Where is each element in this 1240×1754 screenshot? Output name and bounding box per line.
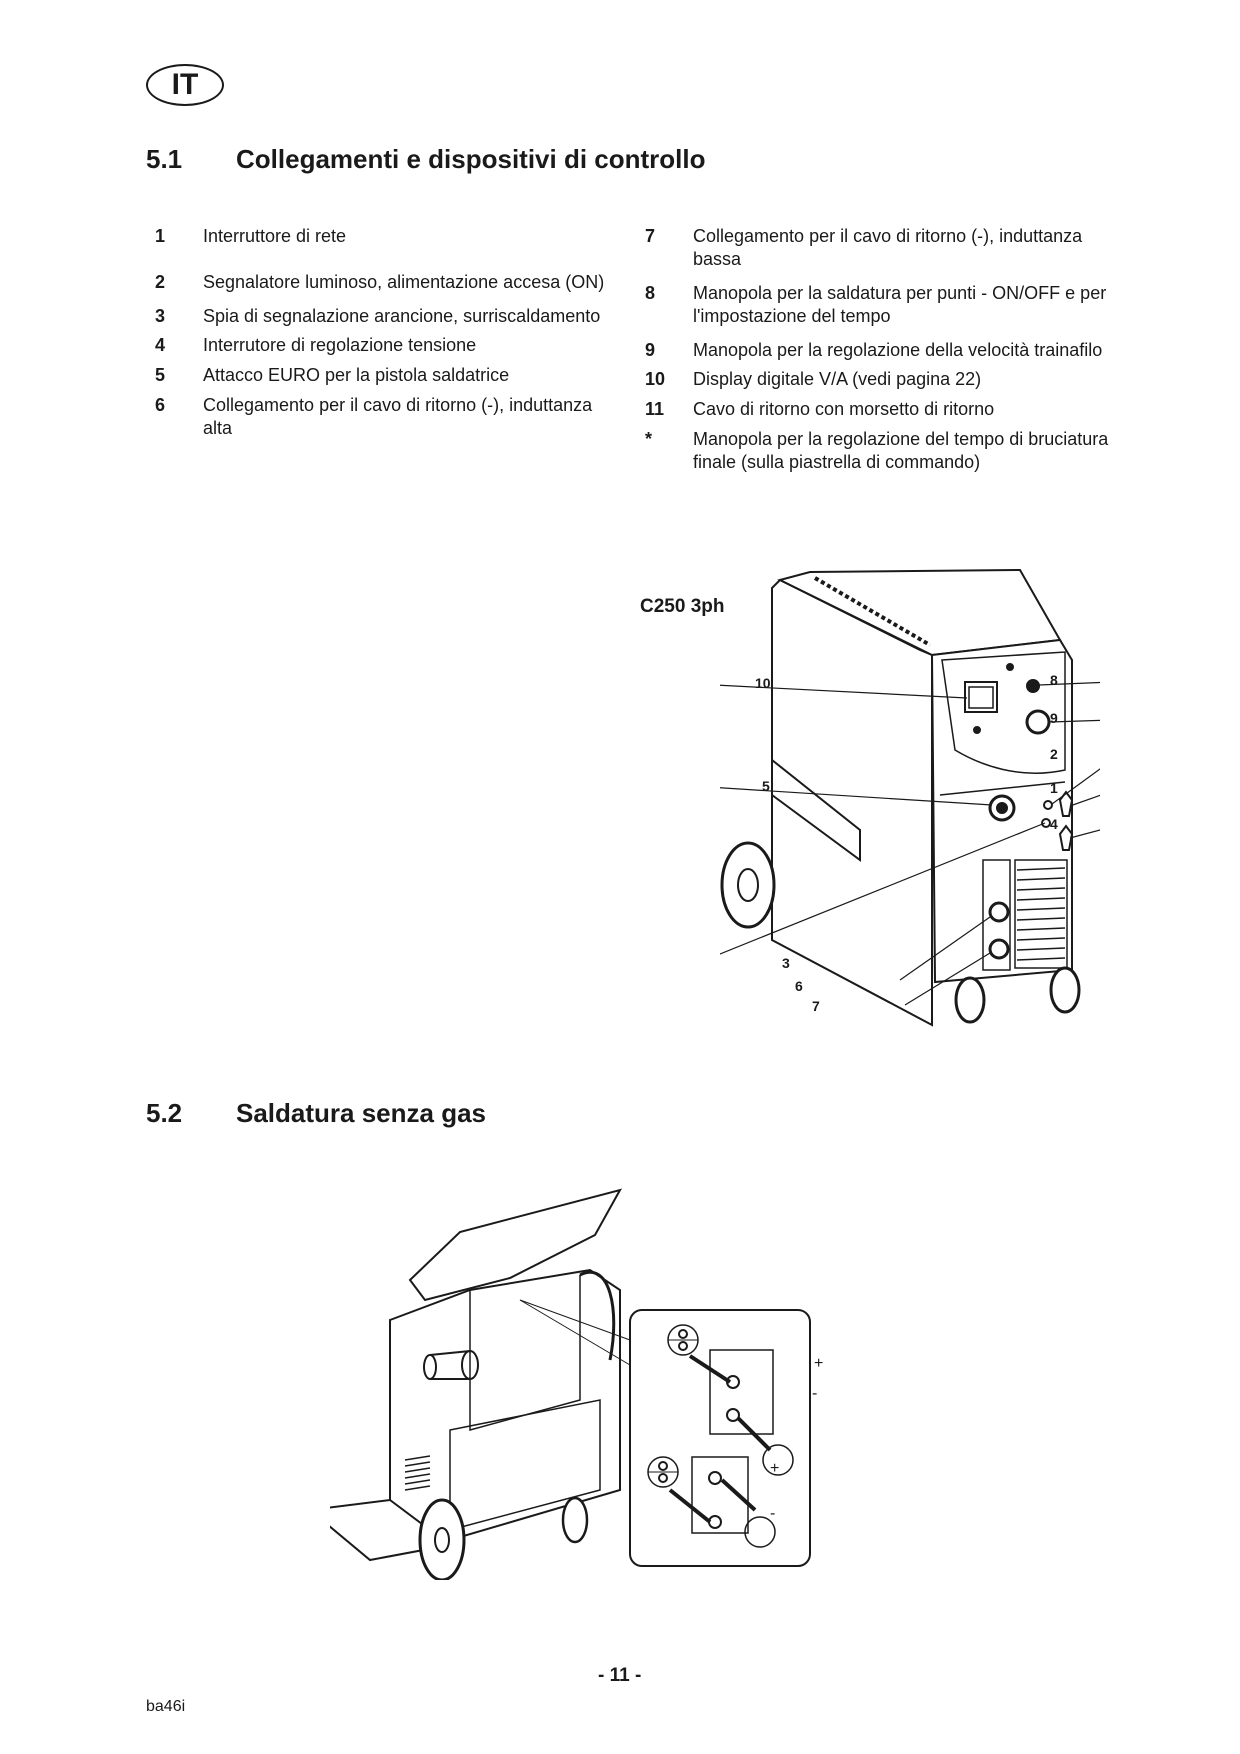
- welder-front-illustration: [720, 560, 1100, 1040]
- legend-item: [633, 282, 1113, 328]
- legend-text: Display digitale V/A (vedi pagina 22): [693, 369, 982, 389]
- legend-text: Collegamento per il cavo di ritorno (-), induttanza alta: [203, 395, 593, 438]
- callout-6: 6: [795, 978, 803, 994]
- legend-item: [143, 305, 613, 328]
- legend-item: [633, 428, 1113, 474]
- legend-item: [143, 394, 613, 440]
- page-number: - 11 -: [598, 1665, 642, 1686]
- legend-text: Segnalatore luminoso, alimentazione accesa (ON): [203, 272, 605, 292]
- callout-7: 7: [812, 998, 820, 1014]
- language-badge: [146, 64, 224, 106]
- minus-symbol: -: [812, 1385, 818, 1402]
- callout-3: 3: [782, 955, 790, 971]
- callout-1: 1: [1050, 780, 1058, 796]
- legend-text: Cavo di ritorno con morsetto di ritorno: [693, 399, 995, 419]
- legend-key: *: [645, 429, 653, 449]
- legend-item: [633, 339, 1113, 362]
- legend-item: [633, 225, 1113, 271]
- section-number: 5.1: [146, 144, 183, 174]
- welder-open-illustration: [330, 1160, 920, 1580]
- legend-text: Interruttore di rete: [203, 226, 347, 246]
- minus-symbol: -: [770, 1505, 776, 1522]
- callout-9: 9: [1050, 710, 1058, 726]
- section-heading-5-2: [146, 1098, 486, 1129]
- callout-5: 5: [762, 778, 770, 794]
- legend-text: Manopola per la saldatura per punti - ON/OFF e per l'impostazione del tempo: [693, 283, 1107, 326]
- callout-10: 10: [755, 675, 771, 691]
- document-code: ba46i: [146, 1698, 186, 1715]
- legend-text: Interrutore di regolazione tensione: [203, 335, 477, 355]
- plus-symbol: +: [814, 1355, 824, 1372]
- section-title: Collegamenti e dispositivi di controllo: [236, 144, 706, 174]
- legend-key: 6: [155, 395, 166, 415]
- legend-key: 11: [645, 399, 665, 419]
- legend-item: [633, 368, 1113, 391]
- legend-text: Manopola per la regolazione della velocità trainafilo: [693, 340, 1103, 360]
- section-heading-5-1: [146, 144, 706, 175]
- legend-text: Spia di segnalazione arancione, surriscaldamento: [203, 306, 601, 326]
- legend-left-column: [143, 225, 613, 440]
- legend-key: 4: [155, 335, 166, 355]
- section-title: Saldatura senza gas: [236, 1098, 486, 1128]
- legend-text: Collegamento per il cavo di ritorno (-), induttanza bassa: [693, 226, 1083, 269]
- legend-key: 9: [645, 340, 656, 360]
- legend-key: 3: [155, 306, 166, 326]
- legend-item: [143, 271, 613, 294]
- callout-4: 4: [1050, 816, 1058, 832]
- legend-text: Manopola per la regolazione del tempo di bruciatura finale (sulla piastrella di commando): [693, 429, 1109, 472]
- callout-8: 8: [1050, 672, 1058, 688]
- legend-key: 8: [645, 283, 656, 303]
- section-number: 5.2: [146, 1098, 183, 1128]
- legend-key: 10: [645, 369, 666, 389]
- legend-item: [143, 364, 613, 387]
- legend-item: [633, 398, 1113, 421]
- legend-text: Attacco EURO per la pistola saldatrice: [203, 365, 510, 385]
- plus-symbol: +: [770, 1460, 780, 1477]
- legend-key: 5: [155, 365, 166, 385]
- legend-right-column: [633, 225, 1113, 474]
- legend-item: [143, 334, 613, 357]
- legend-key: 7: [645, 226, 656, 246]
- legend-item: [143, 225, 613, 248]
- model-label: C250 3ph: [640, 596, 725, 617]
- legend-key: 2: [155, 272, 166, 292]
- legend-key: 1: [155, 226, 166, 246]
- language-badge-label: IT: [171, 68, 199, 101]
- callout-2: 2: [1050, 746, 1058, 762]
